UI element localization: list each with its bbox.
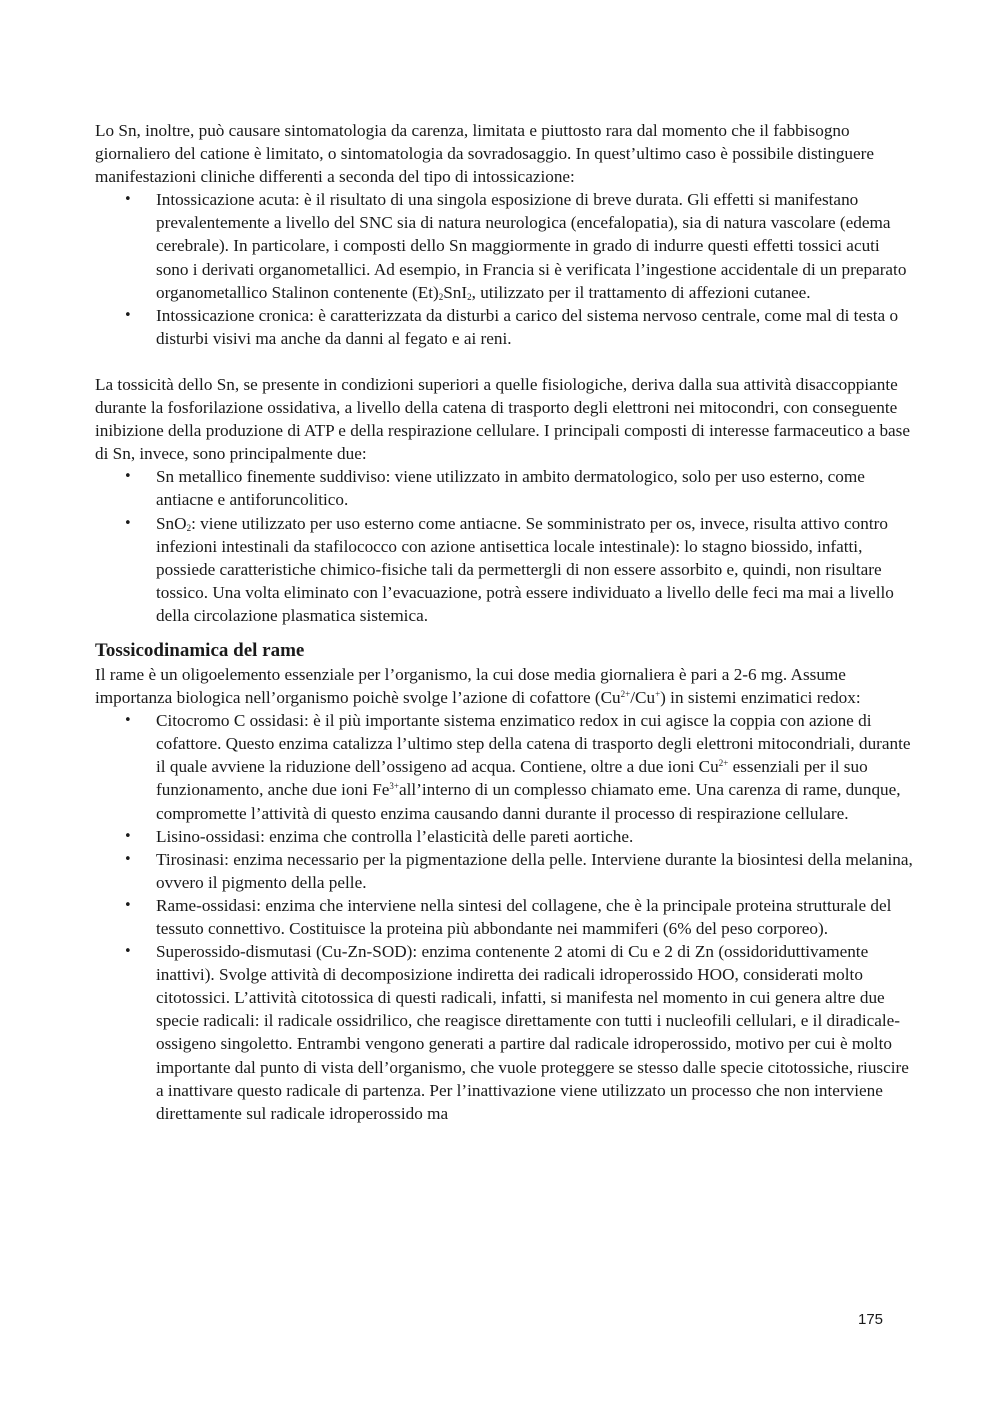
- intoxication-list: [95, 188, 915, 350]
- list-item-superoxide-dismutase: • Superossido-dismutasi (Cu-Zn-SOD): enzima contenente 2 atomi di Cu e 2 di Zn (ossidoriduttivamente inattivi). Svolge attività di decomposizione indiretta dei radicali idroperossido HOO, considerati molto citotossici. L’attività citotossica di questi radicali, infatti, si manifesta nel momento in cui genera altre due specie radicali: il radicale ossidrilico, che reagisce direttamente con tutti i nucleofili cellulari, e il diradicale-ossigeno singoletto. Entrambi vengono generati a partire dal radicale idroperossido, motivo per cui è molto importante dal punto di vista dell’organismo, che vuole proteggere se stesso dalle specie citotossiche, riuscire a inattivare questo radicale di partenza. Per l’inattivazione viene utilizzato un processo che non interviene direttamente sul radicale idroperossido ma: [95, 940, 915, 1125]
- list-item-acute-intoxication: • Intossicazione acuta: è il risultato di una singola esposizione di breve durata. Gli effetti si manifestano prevalentemente a livello del SNC sia di natura neurologica (encefalopatia), sia di natura vascolare (edema cerebrale). In particolare, i composti dello Sn maggiormente in grado di indurre questi effetti tossici acuti sono i derivati organometallici. Ad esempio, in Francia si è verificata l’ingestione accidentale di un preparato organometallico Stalinon contenente $(Et)_2SnI_2$, utilizzato per il trattamento di affezioni cutanee.: [95, 188, 915, 303]
- page-number: 175: [858, 1311, 884, 1328]
- list-item-lysyl-oxidase: • Lisino-ossidasi: enzima che controlla l’elasticità delle pareti aortiche.: [95, 825, 915, 848]
- toxicity-paragraph: La tossicità dello Sn, se presente in condizioni superiori a quelle fisiologiche, deriva dalla sua attività disaccoppiante durante la fosforilazione ossidativa, a livello della catena di trasporto degli elettroni nei mitocondri, con conseguente inibizione della produzione di ATP e della respirazione cellulare. I principali composti di interesse farmaceutico a base di Sn, invece, sono principalmente due:: [95, 374, 910, 464]
- list-item-cytochrome-c-oxidase: • Citocromo C ossidasi: è il più importante sistema enzimatico redox in cui agisce la coppia con azione di cofattore. Questo enzima catalizza l’ultimo step della catena di trasporto degli elettroni mitocondriali, durante il quale avviene la riduzione dell’ossigeno ad acqua. Contiene, oltre a due ioni $Cu^{2+}$ essenziali per il suo funzionamento, anche due ioni $Fe^{3+}all’interno$ di un complesso chiamato eme. Una carenza di rame, dunque, compromette l’attività di questo enzima causando danni durante il processo di respirazione cellulare.: [95, 709, 915, 824]
- list-item-copper-oxidase: • Rame-ossidasi: enzima che interviene nella sintesi del collagene, che è la principale proteina strutturale del tessuto connettivo. Costituisce la proteina più abbondante nei mammiferi (6% del peso corporeo).: [95, 894, 915, 940]
- list-item-chronic-intoxication: • Intossicazione cronica: è caratterizzata da disturbi a carico del sistema nervoso centrale, come mal di testa o disturbi visivi ma anche da danni al fegato e ai reni.: [95, 304, 915, 350]
- copper-intro-paragraph: Il rame è un oligoelemento essenziale per l’organismo, la cui dose media giornaliera è pari a 2-6 mg. Assume importanza biologica nell’organismo poichè svolge l’azione di cofattore $(Cu^{2+}/Cu^+)$ in sistemi enzimatici redox:: [95, 664, 861, 708]
- page-body: [95, 119, 915, 1125]
- intro-paragraph: Lo Sn, inoltre, può causare sintomatologia da carenza, limitata e piuttosto rara dal momento che il fabbisogno giornaliero del catione è limitato, o sintomatologia da sovradosaggio. In quest’ultimo caso è possibile distinguere manifestazioni cliniche differenti a seconda del tipo di intossicazione:: [95, 121, 874, 187]
- list-item-tin-dioxide: • SnO$_2$: viene utilizzato per uso esterno come antiacne. Se somministrato per os, invece, risulta attivo contro infezioni intestinali da stafilococco con azione antisettica locale intestinale): lo stagno biossido, infatti, possiede caratteristiche chimico-fisiche tali da permettergli di non essere assorbito e, quindi, non risultare tossico. Una volta eliminato con l’evacuazione, potrà essere individuato a livello delle feci ma mai a livello della circolazione plasmatica sistemica.: [95, 512, 915, 627]
- copper-enzymes-list: [95, 709, 915, 1125]
- list-item-metallic-tin: • Sn metallico finemente suddiviso: viene utilizzato in ambito dermatologico, solo per uso esterno, come antiacne e antiforuncolitico.: [95, 465, 915, 511]
- section-heading-copper: Tossicodinamica del rame: [95, 639, 305, 661]
- list-item-tyrosinase: • Tirosinasi: enzima necessario per la pigmentazione della pelle. Interviene durante la biosintesi della melanina, ovvero il pigmento della pelle.: [95, 848, 915, 894]
- tin-compounds-list: [95, 465, 915, 627]
